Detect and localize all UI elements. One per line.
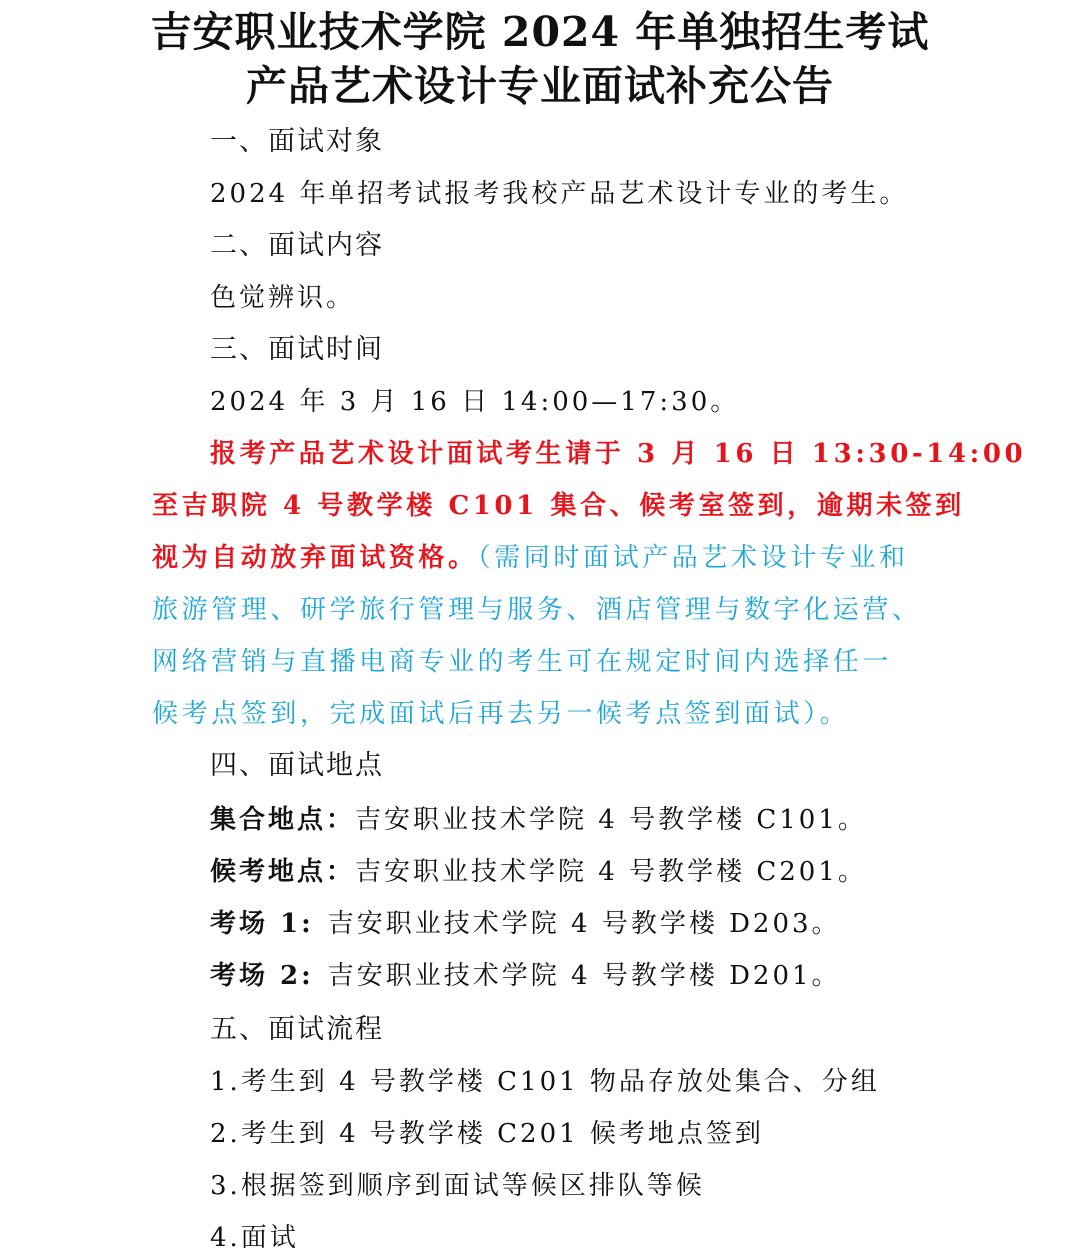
place-value: 吉安职业技术学院 4 号教学楼 C201。	[355, 857, 867, 887]
notice-red-line-1: 报考产品艺术设计面试考生请于 3 月 16 日 13:30-14:00	[210, 439, 1027, 469]
notice-blue-line-4: 旅游管理、研学旅行管理与服务、酒店管理与数字化运营、	[152, 595, 922, 625]
title-line-2: 产品艺术设计专业面试补充公告	[246, 62, 834, 110]
section-body-time: 2024 年 3 月 16 日 14:00—17:30。	[210, 387, 740, 417]
place-label: 集合地点：	[210, 805, 356, 835]
process-step: 1.考生到 4 号教学楼 C101 物品存放处集合、分组	[210, 1067, 880, 1097]
process-step: 3.根据签到顺序到面试等候区排队等候	[210, 1171, 705, 1201]
place-row	[210, 908, 841, 940]
process-step: 2.考生到 4 号教学楼 C201 候考地点签到	[210, 1119, 764, 1149]
place-row	[210, 804, 867, 836]
section-body-content: 色觉辨识。	[210, 283, 356, 313]
place-label: 考场 2:	[210, 961, 314, 991]
section-heading-location: 四、面试地点	[210, 750, 384, 781]
section-body-target: 2024 年单招考试报考我校产品艺术设计专业的考生。	[210, 179, 909, 209]
notice-line-3	[152, 542, 909, 574]
place-label: 考场 1:	[210, 909, 314, 939]
section-heading-time: 三、面试时间	[210, 334, 384, 365]
process-step: 4.面试	[210, 1223, 299, 1253]
notice-blue-line-5: 网络营销与直播电商专业的考生可在规定时间内选择任一	[152, 647, 893, 677]
place-row	[210, 960, 841, 992]
place-value: 吉安职业技术学院 4 号教学楼 D201。	[327, 961, 841, 991]
notice-red-line-3: 视为自动放弃面试资格。	[152, 543, 478, 573]
title-line-1: 吉安职业技术学院 2024 年单独招生考试	[150, 8, 930, 56]
notice-blue-line-3: （需同时面试产品艺术设计专业和	[477, 543, 909, 573]
notice-red-line-2: 至吉职院 4 号教学楼 C101 集合、候考室签到，逾期未签到	[152, 491, 965, 521]
section-heading-process: 五、面试流程	[210, 1014, 384, 1045]
notice-blue-line-6: 候考点签到，完成面试后再去另一候考点签到面试）。	[152, 699, 850, 729]
place-row	[210, 856, 867, 888]
section-heading-content: 二、面试内容	[210, 230, 384, 261]
place-label: 候考地点：	[210, 857, 356, 887]
place-value: 吉安职业技术学院 4 号教学楼 D203。	[327, 909, 841, 939]
section-heading-target: 一、面试对象	[210, 126, 384, 157]
place-value: 吉安职业技术学院 4 号教学楼 C101。	[355, 805, 867, 835]
